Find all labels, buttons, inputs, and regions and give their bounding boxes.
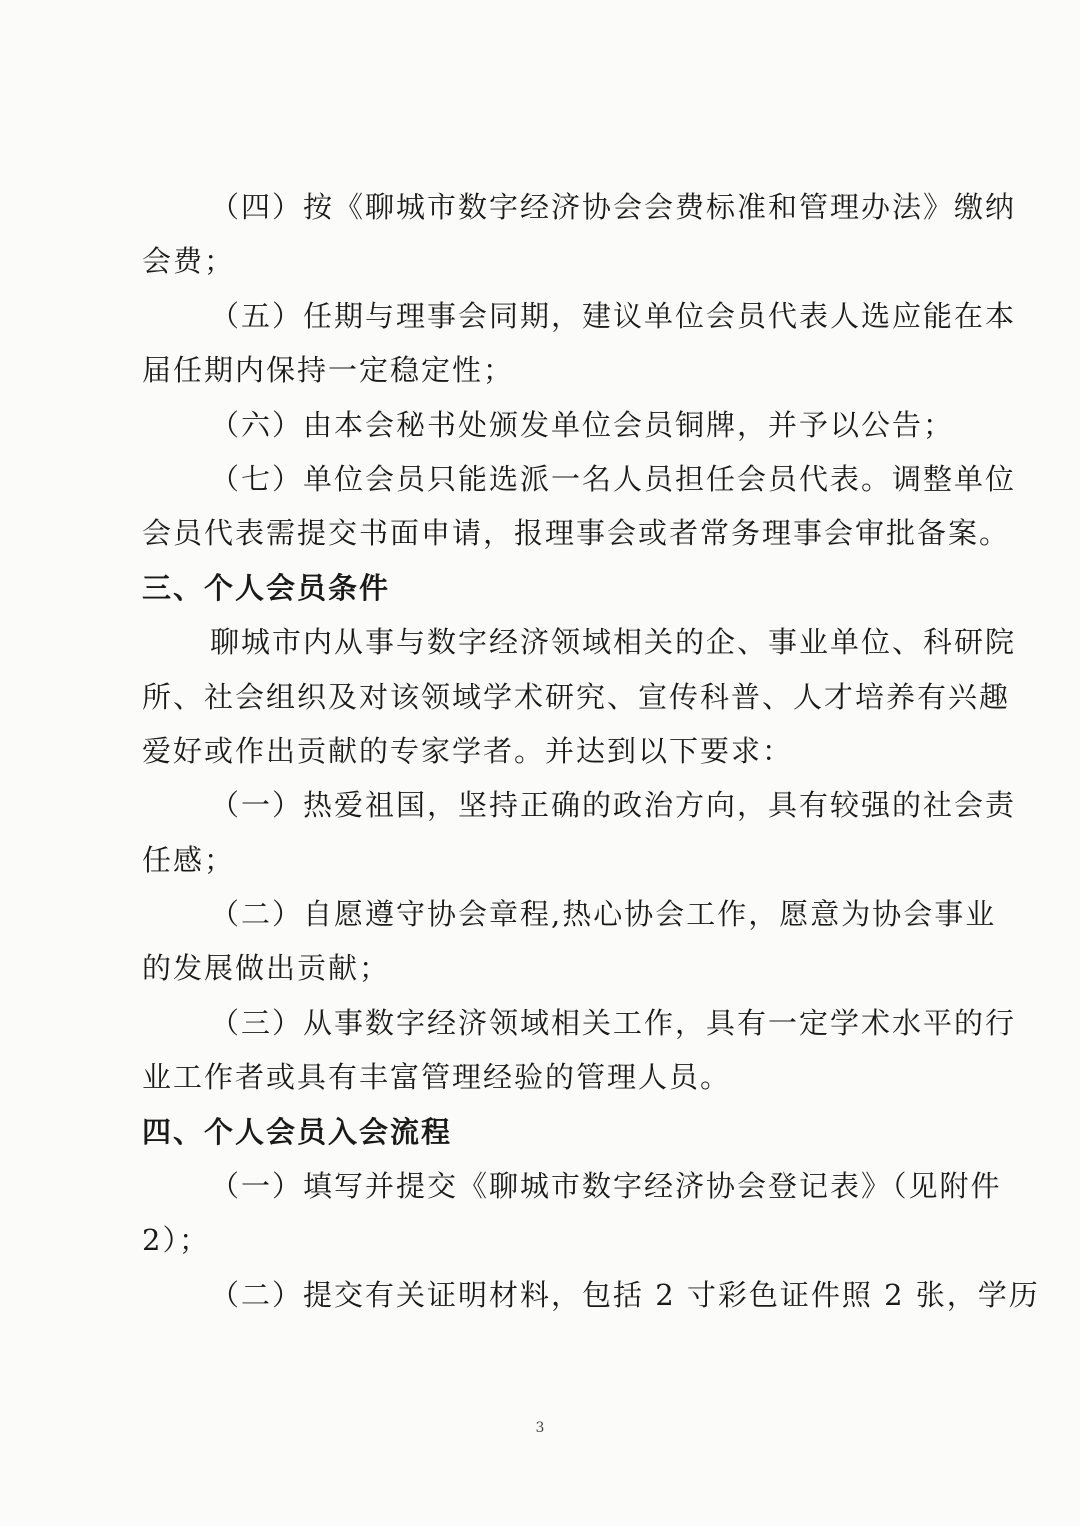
- text-line: 爱好或作出贡献的专家学者。并达到以下要求：: [142, 733, 794, 768]
- text-line: 聊城市内从事与数字经济领域相关的企、事业单位、科研院: [210, 625, 1017, 660]
- text-line: 届任期内保持一定稳定性；: [142, 353, 515, 388]
- text-line: （二）自愿遵守协会章程,热心协会工作，愿意为协会事业: [210, 897, 997, 932]
- text-line: 会员代表需提交书面申请，报理事会或者常务理事会审批备案。: [142, 516, 1011, 551]
- text-line: （七）单位会员只能选派一名人员担任会员代表。调整单位: [210, 461, 1017, 496]
- section-heading: 三、个人会员条件: [142, 570, 391, 605]
- text-line: （五）任期与理事会同期，建议单位会员代表人选应能在本: [210, 298, 1017, 333]
- text-line: 2）；: [142, 1223, 210, 1258]
- text-line: （四）按《聊城市数字经济协会会费标准和管理办法》缴纳: [210, 190, 1017, 224]
- text-line: （二）提交有关证明材料，包括 2 寸彩色证件照 2 张，学历: [210, 1277, 1040, 1312]
- text-line: （一）热爱祖国，坚持正确的政治方向，具有较强的社会责: [210, 788, 1017, 823]
- text-line: 任感；: [142, 842, 236, 877]
- text-line: 会费；: [142, 244, 236, 279]
- section-heading: 四、个人会员入会流程: [142, 1114, 453, 1149]
- document-body: [142, 180, 1040, 1322]
- text-line: 业工作者或具有丰富管理经验的管理人员。: [142, 1060, 732, 1095]
- text-line: 所、社会组织及对该领域学术研究、宣传科普、人才培养有兴趣: [142, 679, 1011, 714]
- page-number: 3: [535, 1420, 545, 1436]
- text-line: （六）由本会秘书处颁发单位会员铜牌，并予以公告；: [210, 407, 955, 442]
- text-line: 的发展做出贡献；: [142, 951, 391, 986]
- text-line: （三）从事数字经济领域相关工作，具有一定学术水平的行: [210, 1005, 1017, 1040]
- text-line: （一）填写并提交《聊城市数字经济协会登记表》（见附件: [210, 1169, 1002, 1204]
